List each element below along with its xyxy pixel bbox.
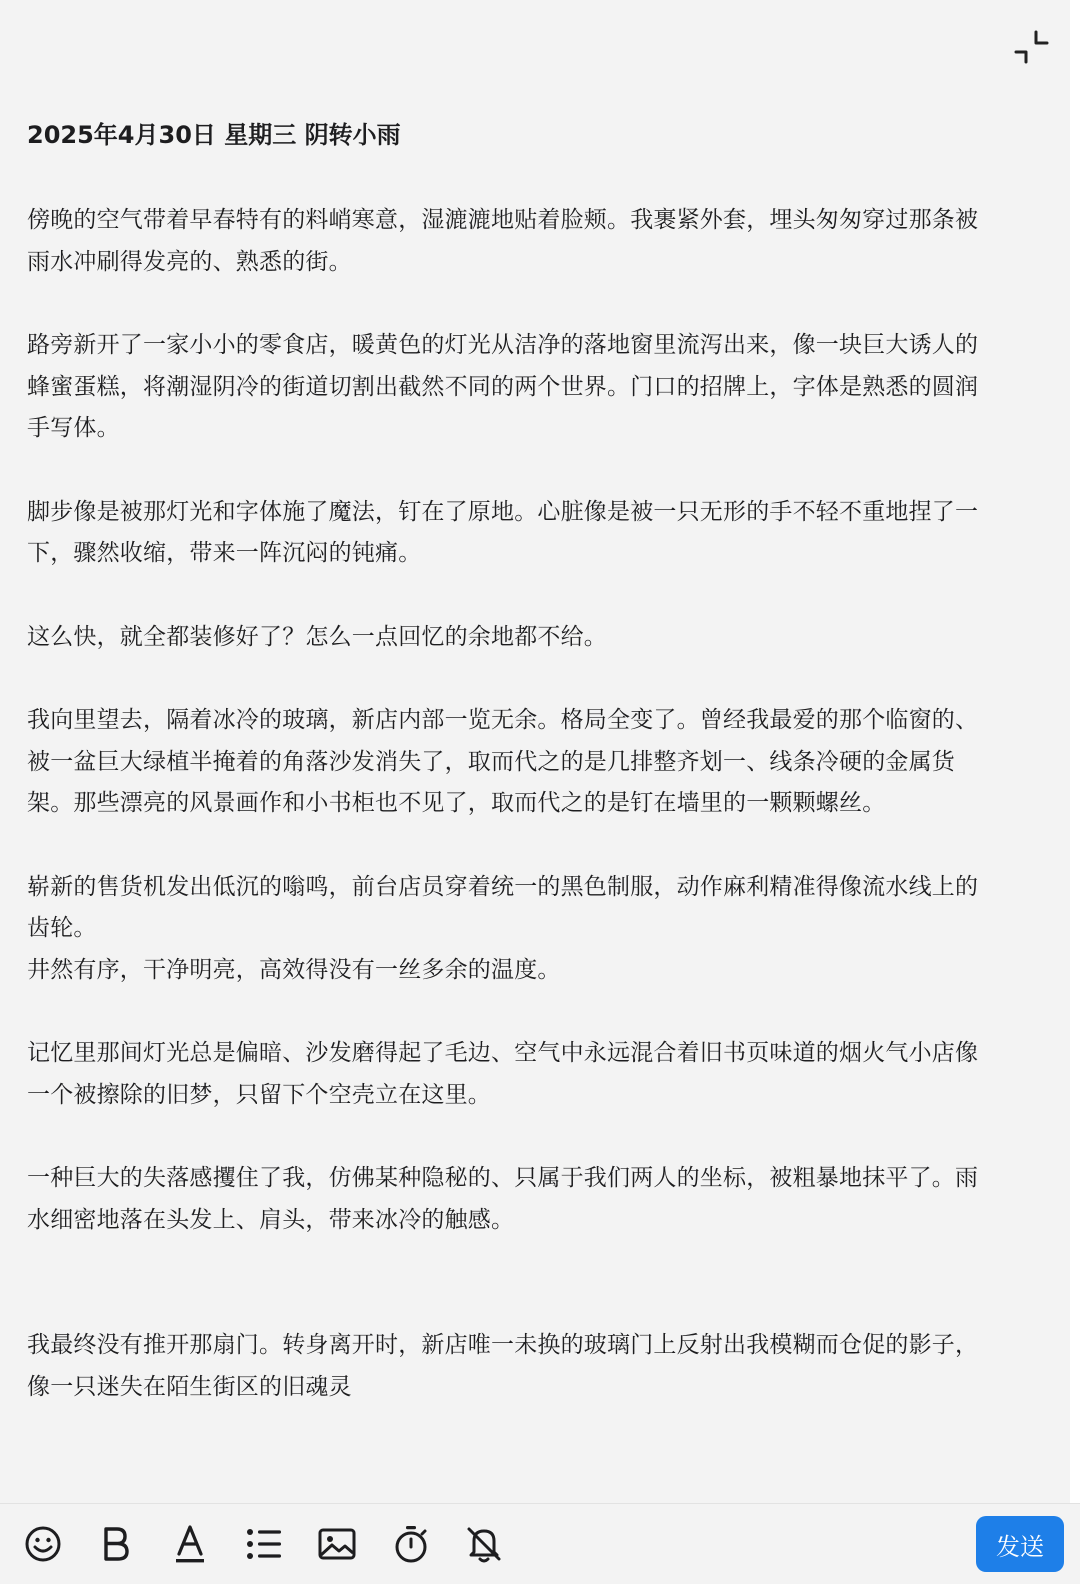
mute-bell-icon xyxy=(464,1524,504,1564)
paragraph-line: 一个被擦除的旧梦，只留下个空壳立在这里。 xyxy=(27,1081,491,1108)
note-editor[interactable] xyxy=(27,118,1037,1450)
bold-icon xyxy=(100,1525,132,1563)
paragraph-line: 像一只迷失在陌生街区的旧魂灵 xyxy=(27,1373,352,1400)
scroll-gutter xyxy=(1070,0,1080,1584)
paragraph xyxy=(27,1325,1037,1408)
paragraph-line: 这么快，就全都装修好了？怎么一点回忆的余地都不给。 xyxy=(27,623,607,650)
formatting-toolbar xyxy=(0,1503,1080,1584)
paragraph-line: 水细密地落在头发上、肩头，带来冰冷的触感。 xyxy=(27,1206,515,1233)
date-weather-heading: 2025年4月30日 星期三 阴转小雨 xyxy=(27,121,401,149)
paragraph xyxy=(27,200,1037,283)
paragraph-line: 井然有序，干净明亮，高效得没有一丝多余的温度。 xyxy=(27,956,561,983)
paragraph xyxy=(27,492,1037,575)
image-button[interactable] xyxy=(313,1518,361,1570)
paragraph xyxy=(27,700,1037,825)
paragraph-line: 我最终没有推开那扇门。转身离开时，新店唯一未换的玻璃门上反射出我模糊而仓促的影子， xyxy=(27,1332,979,1358)
mute-notification-button[interactable] xyxy=(460,1518,508,1570)
text-color-button[interactable] xyxy=(166,1518,214,1570)
send-button[interactable]: 发送 xyxy=(976,1516,1064,1572)
text-color-icon xyxy=(173,1524,207,1564)
paragraph-line: 雨水冲刷得发亮的、熟悉的街。 xyxy=(27,248,352,275)
paragraph-line: 架。那些漂亮的风景画作和小书柜也不见了，取而代之的是钉在墙里的一颗颗螺丝。 xyxy=(27,790,886,816)
paragraph-line: 记忆里那间灯光总是偏暗、沙发磨得起了毛边、空气中永远混合着旧书页味道的烟火气小店像 xyxy=(27,1040,979,1066)
paragraph-line: 我向里望去，隔着冰冷的玻璃，新店内部一览无余。格局全变了。曾经我最爱的那个临窗的、 xyxy=(27,707,979,733)
list-icon xyxy=(245,1526,283,1562)
timer-button[interactable] xyxy=(387,1518,435,1570)
paragraph-line: 脚步像是被那灯光和字体施了魔法，钉在了原地。心脏像是被一只无形的手不轻不重地捏了一 xyxy=(27,498,979,525)
paragraph-line: 崭新的售货机发出低沉的嗡鸣，前台店员穿着统一的黑色制服，动作麻利精准得像流水线上的 xyxy=(27,873,979,900)
paragraph-line: 下，骤然收缩，带来一阵沉闷的钝痛。 xyxy=(27,540,422,566)
paragraph-line: 蜂蜜蛋糕，将潮湿阴冷的街道切割出截然不同的两个世界。门口的招牌上，字体是熟悉的圆润 xyxy=(27,373,979,400)
image-icon xyxy=(317,1526,357,1562)
emoji-button[interactable] xyxy=(19,1518,67,1570)
bold-button[interactable] xyxy=(92,1518,140,1570)
emoji-icon xyxy=(24,1525,62,1563)
timer-icon xyxy=(392,1524,430,1564)
paragraph-line: 齿轮。 xyxy=(27,915,97,941)
paragraph xyxy=(27,1033,1037,1116)
paragraph xyxy=(27,325,1037,450)
paragraph-line: 路旁新开了一家小小的零食店，暖黄色的灯光从洁净的落地窗里流泻出来，像一块巨大诱人的 xyxy=(27,332,979,358)
paragraph-line: 手写体。 xyxy=(27,415,120,441)
collapse-icon xyxy=(1014,30,1050,66)
paragraph xyxy=(27,617,1037,659)
paragraph xyxy=(27,867,1037,992)
collapse-button[interactable] xyxy=(1010,26,1054,70)
paragraph-line: 傍晚的空气带着早春特有的料峭寒意，湿漉漉地贴着脸颊。我裹紧外套，埋头匆匆穿过那条被 xyxy=(27,207,979,233)
paragraph-line: 被一盆巨大绿植半掩着的角落沙发消失了，取而代之的是几排整齐划一、线条冷硬的金属货 xyxy=(27,748,955,775)
paragraph xyxy=(27,1158,1037,1241)
paragraph-line: 一种巨大的失落感攫住了我，仿佛某种隐秘的、只属于我们两人的坐标，被粗暴地抹平了。雨 xyxy=(27,1165,979,1191)
list-button[interactable] xyxy=(240,1518,288,1570)
